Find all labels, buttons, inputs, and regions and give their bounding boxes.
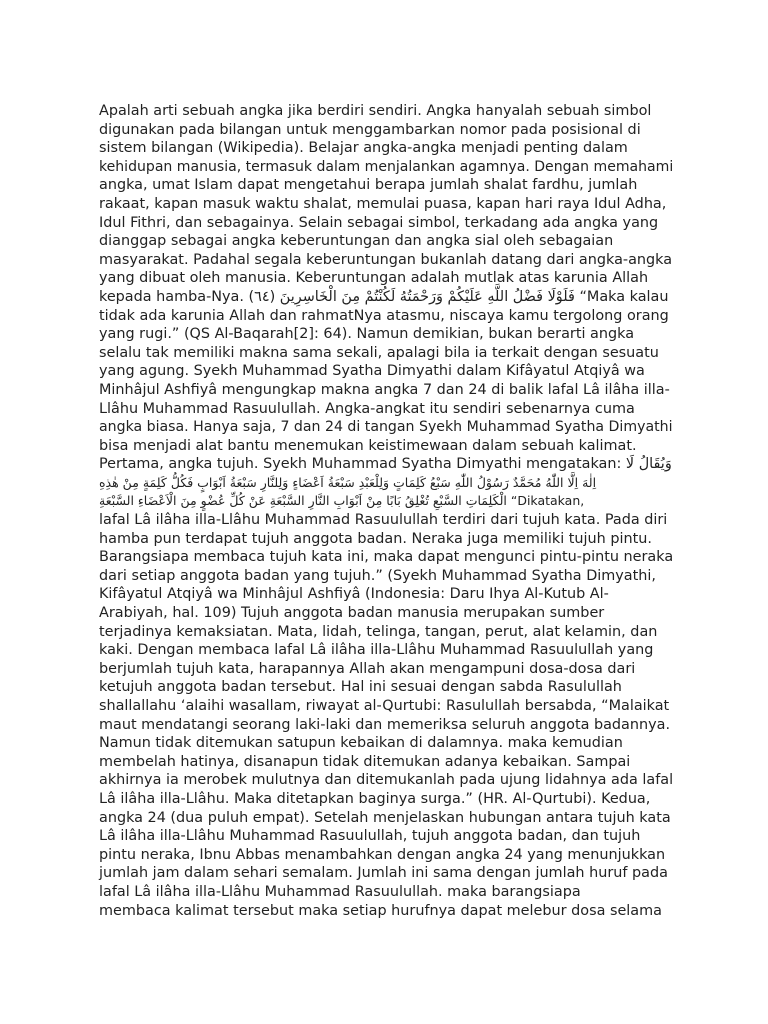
- body-text-line: rakaat, kapan masuk waktu shalat, memulai puasa, kapan hari raya Idul Adha,: [99, 195, 667, 212]
- body-text-line: digunakan pada bilangan untuk menggambarkan nomor pada posisional di: [99, 121, 641, 138]
- body-text-line: lafal Lâ ilâha illa-Llâhu Muhammad Rasuulullah terdiri dari tujuh kata. Pada diri: [99, 512, 668, 529]
- body-text-line: Kifâyatul Atqiyâ wa Minhâjul Ashfiyâ (Indonesia: Daru Ihya Al-Kutub Al-: [99, 586, 609, 603]
- body-text-line: Arabiyah, hal. 109) Tujuh anggota badan manusia merupakan sumber: [99, 605, 605, 622]
- body-text-line: angka biasa. Hanya saja, 7 dan 24 di tangan Syekh Muhammad Syatha Dimyathi: [99, 419, 673, 436]
- body-text-line: pintu neraka, Ibnu Abbas menambahkan dengan angka 24 yang menunjukkan: [99, 846, 666, 863]
- body-text-line: Pertama, angka tujuh. Syekh Muhammad Syatha Dimyathi mengatakan: وَيُقَالُ لَا: [99, 456, 672, 473]
- body-text-line: yang rugi.” (QS Al-Baqarah[2]: 64). Namun demikian, bukan berarti angka: [99, 326, 635, 343]
- arabic-quote-line: الْكَلِمَاتِ السَّبْعِ تُغْلِقُ بَابًا مِنْ اَبْوَابِ النَّارِ السَّبْعَةِ عَنْ كُلِّ عُضْوٍ مِنَ الْاَعْضَاءِ السَّبْعَةِ “Dikatakan,: [99, 493, 585, 509]
- body-text-line: membelah hatinya, disanapun tidak ditemukan adanya kebaikan. Sampai: [99, 753, 631, 770]
- body-text-line: jumlah jam dalam sehari semalam. Jumlah ini sama dengan jumlah huruf pada: [99, 865, 668, 882]
- body-text-line: kaki. Dengan membaca lafal Lâ ilâha illa-Llâhu Muhammad Rasuulullah yang: [99, 642, 654, 659]
- body-text-line: terjadinya kemaksiatan. Mata, lidah, telinga, tangan, perut, alat kelamin, dan: [99, 623, 658, 640]
- body-text-line: dari setiap anggota badan yang tujuh.” (Syekh Muhammad Syatha Dimyathi,: [99, 567, 656, 584]
- body-text-line: Idul Fithri, dan sebagainya. Selain sebagai simbol, terkadang ada angka yang: [99, 214, 659, 231]
- body-text-line: Lâ ilâha illa-Llâhu Muhammad Rasuulullah, tujuh anggota badan, dan tujuh: [99, 828, 641, 845]
- body-text-line: yang agung. Syekh Muhammad Syatha Dimyathi dalam Kifâyatul Atqiyâ wa: [99, 363, 645, 380]
- body-text-line: tidak ada karunia Allah dan rahmatNya atasmu, niscaya kamu tergolong orang: [99, 307, 669, 324]
- body-text-line: sistem bilangan (Wikipedia). Belajar angka-angka menjadi penting dalam: [99, 140, 628, 157]
- body-text-line: Namun tidak ditemukan satupun kebaikan di dalamnya. maka kemudian: [99, 735, 623, 752]
- body-text-line: angka, umat Islam dapat mengetahui berapa jumlah shalat fardhu, jumlah: [99, 177, 638, 194]
- body-text-line: bisa menjadi alat bantu menemukan keistimewaan dalam sebuah kalimat.: [99, 437, 637, 454]
- body-text-line: dianggap sebagai angka keberuntungan dan angka sial oleh sebagaian: [99, 233, 614, 250]
- body-text-line: masyarakat. Padahal segala keberuntungan bukanlah datang dari angka-angka: [99, 251, 673, 268]
- body-text-line: berjumlah tujuh kata, harapannya Allah akan mengampuni dosa-dosa dari: [99, 660, 636, 677]
- body-text-line: maut mendatangi seorang laki-laki dan memeriksa seluruh anggota badannya.: [99, 716, 671, 733]
- body-text-line: Apalah arti sebuah angka jika berdiri sendiri. Angka hanyalah sebuah simbol: [99, 103, 652, 119]
- body-text-line: Barangsiapa membaca tujuh kata ini, maka dapat mengunci pintu-pintu neraka: [99, 549, 674, 566]
- body-text-line: shallallahu ‘alaihi wasallam, riwayat al-Qurtubi: Rasulullah bersabda, “Malaikat: [99, 698, 670, 714]
- body-text-line: membaca kalimat tersebut maka setiap hurufnya dapat melebur dosa selama: [99, 902, 662, 919]
- body-text-line: akhirnya ia merobek mulutnya dan ditemukanlah pada ujung lidahnya ada lafal: [99, 772, 674, 789]
- body-text-line: kehidupan manusia, termasuk dalam menjalankan agamnya. Dengan memahami: [99, 158, 674, 175]
- body-text-line: hamba pun terdapat tujuh anggota badan. Neraka juga memiliki tujuh pintu.: [99, 530, 652, 547]
- body-text-line: Minhâjul Ashfiyâ mengungkap makna angka 7 dan 24 di balik lafal Lâ ilâha illa-: [99, 381, 670, 398]
- body-text-line: ketujuh anggota badan tersebut. Hal ini sesuai dengan sabda Rasulullah: [99, 679, 622, 696]
- arabic-quote-line: اِلٰهَ اِلَّا اللّٰهُ مُحَمَّدٌ رَسُوْلُ اللّٰهِ سَبْعُ كَلِمَاتٍ وَلِلْعَبْدِ سَبْعَةُ اَعْضَاءٍ وَلِلنَّارِ سَبْعَةُ اَبْوَابٍ فَكُلُّ كَلِمَةٍ مِنْ هٰذِهِ: [99, 474, 597, 490]
- body-text-line: lafal Lâ ilâha illa-Llâhu Muhammad Rasuulullah. maka barangsiapa: [99, 883, 581, 900]
- body-text-line: selalu tak memiliki makna sama sekali, apalagi bila ia terkait dengan sesuatu: [99, 344, 659, 361]
- body-text-line: Llâhu Muhammad Rasuulullah. Angka-angkat itu sendiri sebenarnya cuma: [99, 400, 635, 417]
- document-page: [99, 102, 674, 920]
- body-text-line: yang dibuat oleh manusia. Keberuntungan adalah mutlak atas karunia Allah: [99, 270, 649, 287]
- body-text-line: angka 24 (dua puluh empat). Setelah menjelaskan hubungan antara tujuh kata: [99, 809, 671, 826]
- quran-verse-line: kepada hamba-Nya. (٦٤) فَلَوْلَا فَضْلُ اللَّهِ عَلَيْكُمْ وَرَحْمَتُهُ لَكُنْتُمْ مِنَ الْخَاسِرِينَ “Maka kalau: [99, 288, 669, 305]
- body-text-line: Lâ ilâha illa-Llâhu. Maka ditetapkan baginya surga.” (HR. Al-Qurtubi). Kedua,: [99, 790, 651, 807]
